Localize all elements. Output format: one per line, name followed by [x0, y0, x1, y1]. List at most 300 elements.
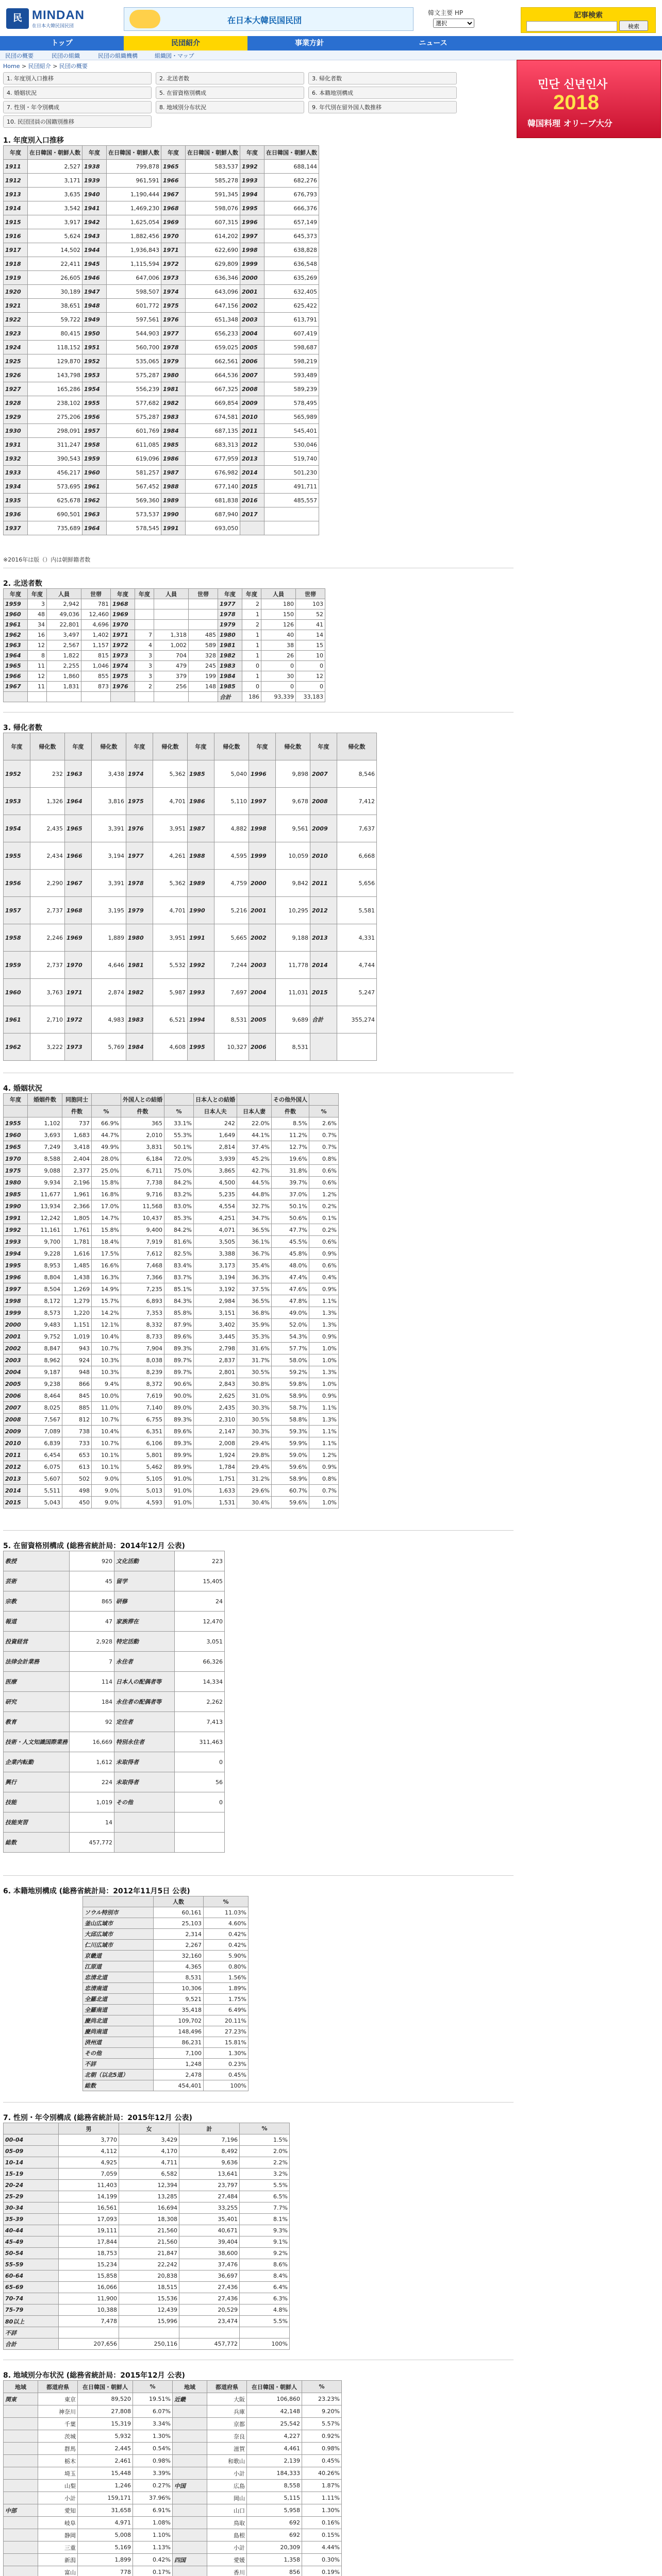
subnav-map[interactable]: 組織図・マップ: [155, 53, 194, 59]
table-cell: 1916: [4, 229, 28, 243]
table-cell: 2,008: [194, 1437, 237, 1449]
table-cell: 2014: [4, 1485, 28, 1497]
table-cell: 1983: [126, 1006, 153, 1033]
table-row: [4, 2541, 342, 2554]
column-header: [28, 1106, 62, 1117]
table-row: [4, 897, 377, 924]
table-cell: 58.8%: [272, 1414, 309, 1426]
table-row: [4, 760, 377, 788]
table-cell: 1: [242, 671, 261, 682]
table-cell: 22.0%: [237, 1117, 272, 1129]
table-cell: 47.6%: [272, 1283, 309, 1295]
table-cell: 4,461: [247, 2443, 302, 2455]
table-cell: 1951: [82, 341, 107, 354]
table-cell: 12,470: [175, 1612, 225, 1632]
table-cell: 58.0%: [272, 1354, 309, 1366]
table-cell: 49.9%: [92, 1141, 121, 1153]
table-cell: 3,816: [92, 788, 126, 815]
table-cell: 東京: [38, 2393, 78, 2405]
table-cell: 4,227: [247, 2430, 302, 2443]
table-cell: 583,537: [186, 160, 240, 174]
table-cell: 657,149: [264, 215, 319, 229]
column-header: 地域: [173, 2381, 207, 2393]
table-cell: [173, 2492, 207, 2504]
table-cell: 7,697: [214, 979, 249, 1006]
table-cell: 2014: [240, 466, 264, 480]
column-header: 帰化数: [214, 733, 249, 760]
table-cell: 15,319: [78, 2418, 133, 2430]
table-cell: 教授: [4, 1551, 70, 1571]
table-cell: 8,239: [121, 1366, 164, 1378]
table-cell: 2012: [4, 1461, 28, 1473]
table-cell: 8: [28, 651, 47, 661]
table-row: [4, 1551, 225, 1571]
table-cell: 9.4%: [92, 1378, 121, 1390]
table-cell: 仁川広域市: [83, 1940, 154, 1951]
nav-top[interactable]: トップ: [51, 39, 73, 47]
table-cell: 25.0%: [92, 1165, 121, 1177]
side-advertisement[interactable]: [517, 60, 661, 138]
table-cell: 1,822: [47, 651, 81, 661]
table-row: [4, 2316, 290, 2327]
table-row: [4, 1354, 339, 1366]
column-header: %: [92, 1106, 121, 1117]
table-cell: 2,942: [47, 599, 81, 609]
table-cell: 89.9%: [164, 1449, 194, 1461]
table-cell: 1952: [4, 760, 30, 788]
table-cell: 56: [175, 1772, 225, 1792]
header: [0, 0, 662, 36]
table-cell: 2,267: [154, 1940, 204, 1951]
table-cell: 9,898: [276, 760, 310, 788]
table-cell: 5,624: [28, 229, 82, 243]
table-cell: 11: [28, 661, 47, 671]
table-cell: 0: [261, 682, 296, 692]
table-cell: 591,345: [186, 188, 240, 201]
table-cell: 677,959: [186, 452, 240, 466]
table-cell: 2013: [240, 452, 264, 466]
table-cell: 2,147: [194, 1426, 237, 1437]
table-cell: 60,161: [154, 1907, 204, 1918]
table-cell: 1984: [126, 1033, 153, 1061]
menu-item[interactable]: 9. 年代別在留外国人数推移: [308, 101, 457, 113]
menu-item[interactable]: 7. 性別・年令別構成: [3, 101, 152, 113]
table-cell: 38,651: [28, 299, 82, 313]
table-cell: 四国: [173, 2554, 207, 2566]
table-cell: 2014: [310, 952, 337, 979]
table-cell: 法律会計業務: [4, 1652, 70, 1672]
table-cell: 1,469,230: [107, 201, 161, 215]
table-cell: 544,903: [107, 327, 161, 341]
table-cell: 2007: [240, 368, 264, 382]
table-cell: 143,798: [28, 368, 82, 382]
table-cell: 89.6%: [164, 1426, 194, 1437]
table-cell: 11,568: [121, 1200, 164, 1212]
table-cell: 合計: [310, 1006, 337, 1033]
table-cell: 技能実習: [4, 1812, 70, 1833]
table-cell: 1968: [65, 897, 92, 924]
table-cell: 14.2%: [92, 1307, 121, 1319]
table-cell: 575,287: [107, 368, 161, 382]
table-cell: 4,595: [214, 842, 249, 870]
table-cell: 1979: [218, 620, 242, 630]
table-cell: 681,838: [186, 494, 240, 507]
table-cell: 4: [135, 640, 154, 651]
search-button[interactable]: 検索: [619, 21, 648, 31]
table-row: [83, 2080, 249, 2091]
table-cell: [173, 2430, 207, 2443]
table-cell: 4,331: [337, 924, 377, 952]
table-cell: 文化活動: [114, 1551, 175, 1571]
table-row: [4, 410, 319, 424]
table-cell: 80以上: [4, 2316, 59, 2327]
table-cell: 3,192: [194, 1283, 237, 1295]
table-cell: 2003: [249, 952, 276, 979]
table-cell: 224: [70, 1772, 114, 1792]
table-cell: 1973: [111, 651, 135, 661]
table-cell: [337, 1033, 377, 1061]
table-cell: 1982: [161, 396, 186, 410]
population-table: [3, 145, 319, 535]
table-cell: 29.4%: [237, 1461, 272, 1473]
table-row: [4, 285, 319, 299]
table-cell: 1970: [161, 229, 186, 243]
menu-item[interactable]: 5. 在留資格別構成: [156, 87, 304, 99]
table-cell: 165,286: [28, 382, 82, 396]
table-row: [4, 1672, 225, 1692]
menu-item[interactable]: 1. 年度別入口推移: [3, 72, 152, 84]
table-cell: 報道: [4, 1612, 70, 1632]
menu-item[interactable]: 6. 本籍地別構成: [308, 87, 457, 99]
table-cell: 91.0%: [164, 1473, 194, 1485]
table-cell: 57.7%: [272, 1343, 309, 1354]
menu-item[interactable]: 10. 民団団員の国籍別推移: [3, 115, 152, 128]
table-row: [4, 1732, 225, 1752]
table-cell: 59.6%: [272, 1461, 309, 1473]
table-cell: 31.6%: [237, 1343, 272, 1354]
table-cell: [173, 2467, 207, 2480]
table-cell: 223: [175, 1551, 225, 1571]
table-cell: 3,831: [121, 1141, 164, 1153]
table-cell: 4,983: [92, 1006, 126, 1033]
table-cell: 19.6%: [272, 1153, 309, 1165]
breadcrumb-about[interactable]: 民団紹介: [28, 63, 51, 70]
table-cell: 11,403: [59, 2180, 119, 2191]
table-cell: 20,529: [179, 2304, 240, 2316]
table-row: [83, 2048, 249, 2059]
table-cell: [173, 2418, 207, 2430]
table-cell: 1.30%: [204, 2048, 249, 2059]
subnav-overview[interactable]: 民団の概要: [5, 53, 34, 59]
table-row: [4, 1390, 339, 1402]
table-cell: 1995: [4, 1260, 28, 1272]
table-cell: 242: [194, 1117, 237, 1129]
table-cell: 2011: [4, 1449, 28, 1461]
table-cell: 1970: [111, 620, 135, 630]
table-row: [4, 651, 325, 661]
table-row: [4, 2338, 290, 2350]
table-cell: 9,716: [121, 1189, 164, 1200]
table-cell: 622,690: [186, 243, 240, 257]
table-cell: 1988: [188, 842, 214, 870]
table-cell: 1979: [161, 354, 186, 368]
table-cell: 90.6%: [164, 1378, 194, 1390]
table-cell: 1968: [111, 599, 135, 609]
table-cell: 250,116: [119, 2338, 179, 2350]
table-cell: 12: [296, 671, 325, 682]
table-cell: 1934: [4, 480, 28, 494]
table-cell: 1923: [4, 327, 28, 341]
table-cell: 1983: [161, 410, 186, 424]
table-cell: 1971: [111, 630, 135, 640]
section1-note: ※2016年は版（）内は朝鮮籍者数: [3, 556, 91, 563]
table-cell: 16,066: [59, 2282, 119, 2293]
table-row: [4, 1343, 339, 1354]
table-row: [4, 452, 319, 466]
table-cell: 6.07%: [133, 2405, 173, 2418]
table-cell: 1968: [161, 201, 186, 215]
table-cell: [179, 2327, 240, 2338]
table-cell: 89.0%: [164, 1402, 194, 1414]
column-header: [92, 1094, 121, 1106]
language-select[interactable]: [433, 19, 474, 28]
table-row: [4, 2393, 342, 2405]
table-cell: 60.7%: [272, 1485, 309, 1497]
table-cell: 66.9%: [92, 1117, 121, 1129]
table-cell: 特別永住者: [114, 1732, 175, 1752]
table-cell: 232: [30, 760, 65, 788]
column-header: 人員: [261, 589, 296, 599]
table-cell: 66,326: [175, 1652, 225, 1672]
menu-item[interactable]: 4. 婚姻状況: [3, 87, 152, 99]
table-row: [4, 1461, 339, 1473]
table-cell: 日本人の配偶者等: [114, 1672, 175, 1692]
column-header: 年度: [126, 733, 153, 760]
table-cell: 1959: [82, 452, 107, 466]
table-row: [4, 1632, 225, 1652]
table-cell: 8,546: [337, 760, 377, 788]
table-cell: 3,151: [194, 1307, 237, 1319]
table-row: [4, 1153, 339, 1165]
table-row: [4, 2282, 290, 2293]
table-cell: 1970: [4, 1153, 28, 1165]
table-cell: 1,761: [62, 1224, 92, 1236]
table-cell: 2008: [4, 1414, 28, 1426]
table-cell: 683,313: [186, 438, 240, 452]
table-cell: 22,411: [28, 257, 82, 271]
table-cell: 8,504: [28, 1283, 62, 1295]
table-cell: 3,051: [175, 1632, 225, 1652]
table-cell: 大阪: [207, 2393, 247, 2405]
table-cell: 2,843: [194, 1378, 237, 1390]
table-cell: 89.9%: [164, 1461, 194, 1473]
table-cell: 技術・人文知識国際業務: [4, 1732, 70, 1752]
search-input[interactable]: [526, 21, 617, 31]
top-banner[interactable]: [124, 7, 413, 31]
table-cell: 390,543: [28, 452, 82, 466]
table-cell: 635,269: [264, 271, 319, 285]
mindan-logo[interactable]: [6, 8, 84, 29]
table-cell: 5,665: [214, 924, 249, 952]
table-cell: 0.98%: [302, 2443, 342, 2455]
table-cell: 450: [62, 1497, 92, 1509]
table-cell: [81, 692, 111, 702]
table-row: [4, 2517, 342, 2529]
breadcrumb-home[interactable]: Home: [3, 63, 20, 70]
table-cell: 1,115,594: [107, 257, 161, 271]
table-row: [4, 1331, 339, 1343]
table-cell: 577,682: [107, 396, 161, 410]
column-header: [237, 1094, 272, 1106]
table-cell: 8,733: [121, 1331, 164, 1343]
table-row: [4, 2566, 342, 2576]
menu-item[interactable]: 2. 北送者数: [156, 72, 304, 84]
column-header: 年度: [240, 146, 264, 160]
table-cell: 643,096: [186, 285, 240, 299]
table-cell: 9,521: [154, 1994, 204, 2005]
table-cell: 585,278: [186, 174, 240, 188]
table-row: [4, 1236, 339, 1248]
table-cell: 598,687: [264, 341, 319, 354]
table-cell: 1965: [161, 160, 186, 174]
subnav-organization[interactable]: 民団の組織: [52, 53, 80, 59]
table-cell: 鳥取: [207, 2517, 247, 2529]
table-cell: 83.7%: [164, 1272, 194, 1283]
table-cell: 2015: [4, 1497, 28, 1509]
nav-policy[interactable]: 事業方針: [295, 39, 324, 47]
table-cell: 12,439: [119, 2304, 179, 2316]
table-cell: 1992: [4, 1224, 28, 1236]
table-cell: 1985: [188, 760, 214, 788]
regional-table: [3, 2380, 342, 2576]
table-cell: 1991: [161, 521, 186, 535]
table-cell: 27,436: [179, 2282, 240, 2293]
table-cell: 1,151: [62, 1319, 92, 1331]
subnav-structure[interactable]: 民団の組織機構: [98, 53, 138, 59]
table-cell: 738: [62, 1426, 92, 1437]
table-cell: 5,043: [28, 1497, 62, 1509]
table-cell: 207,656: [59, 2338, 119, 2350]
table-cell: 44.1%: [237, 1129, 272, 1141]
table-cell: 1,612: [70, 1752, 114, 1772]
table-cell: 滋賀: [207, 2443, 247, 2455]
table-cell: 江原道: [83, 1961, 154, 1972]
table-cell: 5,511: [28, 1485, 62, 1497]
column-header: 年度: [161, 146, 186, 160]
table-cell: 4,608: [153, 1033, 188, 1061]
table-cell: 41: [296, 620, 325, 630]
table-cell: 6,668: [337, 842, 377, 870]
table-cell: 22,801: [47, 620, 81, 630]
table-cell: 1,625,054: [107, 215, 161, 229]
table-cell: 30.3%: [237, 1402, 272, 1414]
table-cell: 1959: [4, 599, 28, 609]
table-cell: 5,932: [78, 2430, 133, 2443]
table-cell: 0.45%: [302, 2455, 342, 2467]
table-cell: 11,900: [59, 2293, 119, 2304]
table-cell: 3,917: [28, 215, 82, 229]
table-row: [4, 2327, 290, 2338]
table-cell: 1.30%: [133, 2430, 173, 2443]
table-cell: 2002: [249, 924, 276, 952]
table-cell: 7,059: [59, 2168, 119, 2180]
table-cell: 2,984: [194, 1295, 237, 1307]
table-row: [4, 174, 319, 188]
menu-item[interactable]: 8. 地域別分布状況: [156, 101, 304, 113]
table-cell: 16: [28, 630, 47, 640]
table-cell: 6.91%: [133, 2504, 173, 2517]
main-nav: [0, 36, 662, 50]
table-cell: 5,110: [214, 788, 249, 815]
nav-about[interactable]: 民団紹介: [124, 36, 247, 50]
table-cell: 10,306: [154, 1983, 204, 1994]
table-cell: 31.0%: [237, 1390, 272, 1402]
table-cell: 研修: [114, 1591, 175, 1612]
section3-title: 3. 帰化者数: [3, 724, 42, 732]
table-cell: 90.0%: [164, 1390, 194, 1402]
table-cell: 31.7%: [237, 1354, 272, 1366]
table-cell: 1.3%: [309, 1319, 339, 1331]
table-cell: 456,217: [28, 466, 82, 480]
table-cell: 永住者の配偶者等: [114, 1692, 175, 1712]
table-cell: 89.3%: [164, 1414, 194, 1426]
table-cell: 106,860: [247, 2393, 302, 2405]
table-cell: 676,793: [264, 188, 319, 201]
table-cell: 1.1%: [309, 1437, 339, 1449]
table-row: [4, 480, 319, 494]
table-cell: [189, 599, 218, 609]
menu-item[interactable]: 3. 帰化者数: [308, 72, 457, 84]
table-cell: 35.9%: [237, 1319, 272, 1331]
table-row: [4, 2134, 290, 2146]
table-cell: 9,700: [28, 1236, 62, 1248]
table-row: [4, 215, 319, 229]
column-header: 年度: [249, 733, 276, 760]
table-row: [4, 1260, 339, 1272]
table-cell: 2,710: [30, 1006, 65, 1033]
table-cell: 8,492: [179, 2146, 240, 2157]
divider: [3, 2102, 514, 2103]
table-row: [4, 257, 319, 271]
table-cell: 1939: [82, 174, 107, 188]
table-cell: 81.6%: [164, 1236, 194, 1248]
table-cell: 1986: [188, 788, 214, 815]
column-header: [309, 1094, 339, 1106]
column-header: 年度: [4, 589, 28, 599]
table-cell: 15,448: [78, 2467, 133, 2480]
table-row: [4, 1692, 225, 1712]
table-cell: 5.57%: [302, 2418, 342, 2430]
table-cell: 44.7%: [92, 1129, 121, 1141]
table-cell: 12: [28, 640, 47, 651]
table-cell: 37.4%: [237, 1141, 272, 1153]
table-cell: 70-74: [4, 2293, 59, 2304]
table-cell: 84.3%: [164, 1295, 194, 1307]
table-cell: 91.0%: [164, 1497, 194, 1509]
table-cell: 1.56%: [204, 1972, 249, 1983]
table-cell: 948: [62, 1366, 92, 1378]
table-row: [4, 2529, 342, 2541]
table-cell: 52: [296, 609, 325, 620]
table-cell: 0.15%: [302, 2529, 342, 2541]
table-cell: 1964: [65, 788, 92, 815]
section5-title: 5. 在留資格別構成 (総務省統計局：2014年12月 公表): [3, 1542, 185, 1550]
breadcrumb-overview[interactable]: 民団の概要: [59, 63, 88, 70]
nav-news[interactable]: ニュース: [419, 39, 448, 47]
table-header-row: [4, 589, 325, 599]
table-cell: 7,919: [121, 1236, 164, 1248]
table-header-row: [4, 146, 319, 160]
